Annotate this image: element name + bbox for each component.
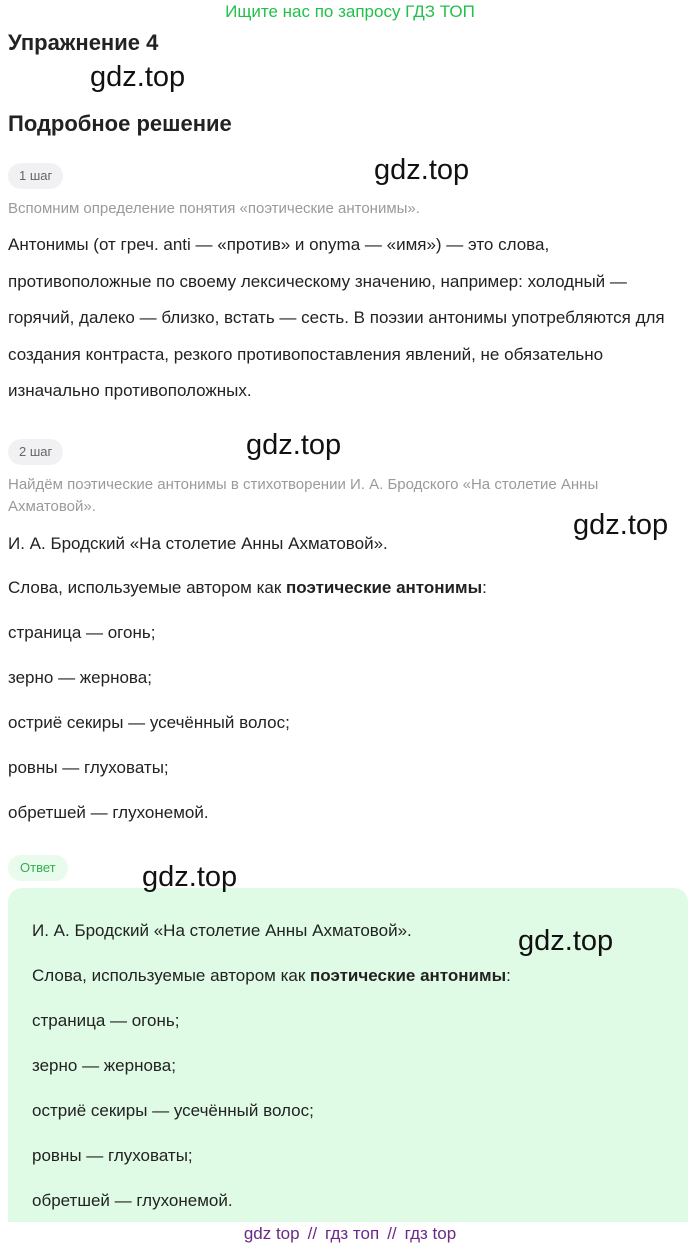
antonym-pair: зерно — жернова; <box>8 668 152 687</box>
answer-pair: обретшей — глухонемой. <box>32 1191 233 1210</box>
answer-pair: остриё секиры — усечённый волос; <box>32 1101 314 1120</box>
footer-separator: // <box>307 1224 318 1243</box>
antonym-pair: ровны — глуховаты; <box>8 758 169 777</box>
watermark: gdz.top <box>246 429 342 461</box>
step-2-chip: 2 шаг <box>8 439 63 465</box>
page-title: Упражнение 4 <box>8 30 159 55</box>
answer-chip: Ответ <box>8 855 68 881</box>
footer-link[interactable]: гдз top <box>404 1224 457 1243</box>
watermark: gdz.top <box>374 154 470 186</box>
footer-link[interactable]: гдз топ <box>325 1224 380 1243</box>
antonym-pair: обретшей — глухонемой. <box>8 803 209 822</box>
footer-link[interactable]: gdz top <box>243 1224 300 1243</box>
answer-intro: Слова, используемые автором как поэтические антонимы: <box>32 966 511 985</box>
watermark: gdz.top <box>90 61 186 93</box>
step-1-chip: 1 шаг <box>8 163 63 189</box>
antonym-pair: страница — огонь; <box>8 623 156 642</box>
watermark: gdz.top <box>518 925 614 957</box>
step-1-text: Антонимы (от греч. anti — «против» и onyma — «имя») — это слова, противоположные по своему лексическому значению, например: холодный — горячий, далеко — близко, встать — сесть. В поэзии антонимы употребляются для создания контраста, резкого противопоставления явлений, не обязательно изначально противоположных. <box>8 235 665 400</box>
bold-term: поэтические антонимы <box>310 966 507 985</box>
watermark: gdz.top <box>142 861 238 893</box>
antonym-pair: остриё секиры — усечённый волос; <box>8 713 290 732</box>
watermark: gdz.top <box>573 509 669 541</box>
answer-pair: страница — огонь; <box>32 1011 180 1030</box>
footer-links <box>0 1223 700 1245</box>
step-2-description: Найдём поэтические антонимы в стихотворении И. А. Бродского «На столетие Анны Ахматовой». <box>8 476 599 515</box>
step-2-intro: Слова, используемые автором как поэтические антонимы: <box>8 578 487 597</box>
footer-separator: // <box>387 1224 397 1243</box>
answer-pair: ровны — глуховаты; <box>32 1146 193 1165</box>
search-banner: Ищите нас по запросу ГДЗ ТОП <box>225 2 475 21</box>
step-2-source: И. А. Бродский «На столетие Анны Ахматовой». <box>8 534 388 553</box>
step-1-description: Вспомним определение понятия «поэтические антонимы». <box>8 200 420 217</box>
answer-source: И. А. Бродский «На столетие Анны Ахматовой». <box>32 921 412 940</box>
answer-pair: зерно — жернова; <box>32 1056 176 1075</box>
bold-term: поэтические антонимы <box>286 578 483 597</box>
section-title: Подробное решение <box>8 111 232 136</box>
